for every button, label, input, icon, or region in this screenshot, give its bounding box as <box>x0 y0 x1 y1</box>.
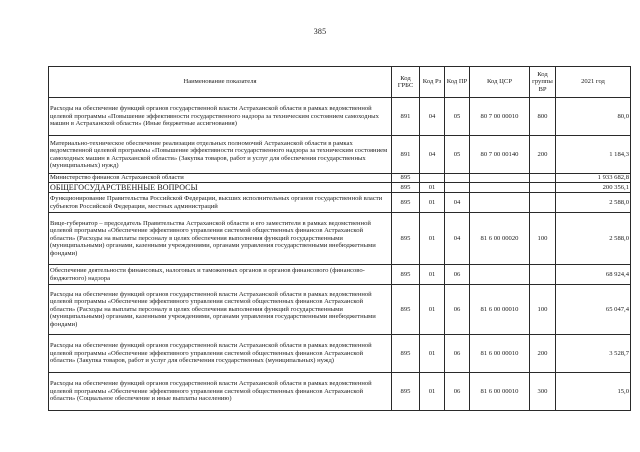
row-vr: 200 <box>530 335 556 373</box>
row-csr <box>470 174 530 183</box>
row-csr: 80 7 00 00140 <box>470 136 530 174</box>
header-grbs: Код ГРБС <box>392 67 420 98</box>
header-name: Наименование показателя <box>49 67 392 98</box>
row-amount: 2 588,0 <box>556 193 631 213</box>
row-vr: 800 <box>530 98 556 136</box>
row-pr: 05 <box>445 98 470 136</box>
budget-table <box>48 66 631 411</box>
row-vr <box>530 183 556 193</box>
row-amount: 65 047,4 <box>556 285 631 335</box>
row-csr: 80 7 00 00010 <box>470 98 530 136</box>
row-rz: 04 <box>420 136 445 174</box>
row-grbs: 895 <box>392 373 420 411</box>
row-grbs: 895 <box>392 193 420 213</box>
row-name: Расходы на обеспечение функций органов государственной власти Астраханской области в рамках ведомственной целевой программы «Обеспечение эффективного управления системой общественных финансов Астраханской области» (Расходы на выплаты персоналу в целях обеспечения выполнения функций государственными (муниципальными) органами, казенными учреждениями, органами управления государственными внебюджетными фондами) <box>49 285 392 335</box>
row-amount: 1 184,3 <box>556 136 631 174</box>
row-pr: 06 <box>445 265 470 285</box>
table-row <box>49 136 631 174</box>
row-pr: 04 <box>445 193 470 213</box>
row-pr: 04 <box>445 213 470 265</box>
row-rz: 01 <box>420 285 445 335</box>
row-grbs: 891 <box>392 98 420 136</box>
header-pr: Код ПР <box>445 67 470 98</box>
row-name: Расходы на обеспечение функций органов государственной власти Астраханской области в рамках ведомственной целевой программы «Обеспечение эффективного управления системой общественных финансов Астраханской области» (Социальное обеспечение и иные выплаты населению) <box>49 373 392 411</box>
row-rz: 04 <box>420 98 445 136</box>
header-csr: Код ЦСР <box>470 67 530 98</box>
row-grbs: 895 <box>392 183 420 193</box>
row-rz: 01 <box>420 213 445 265</box>
row-pr <box>445 183 470 193</box>
row-name: ОБЩЕГОСУДАРСТВЕННЫЕ ВОПРОСЫ <box>49 183 392 193</box>
table-header-row <box>49 67 631 98</box>
row-grbs: 895 <box>392 335 420 373</box>
row-vr: 200 <box>530 136 556 174</box>
row-rz: 01 <box>420 373 445 411</box>
row-name: Министерство финансов Астраханской области <box>49 174 392 183</box>
row-name: Расходы на обеспечение функций органов государственной власти Астраханской области в рамках ведомственной целевой программы «Повышение эффективности государственного надзора за техническим состоянием самоходных машин в Астраханской области» (Иные бюджетные ассигнования) <box>49 98 392 136</box>
row-amount: 80,0 <box>556 98 631 136</box>
row-rz: 01 <box>420 335 445 373</box>
row-amount: 68 924,4 <box>556 265 631 285</box>
table-row <box>49 98 631 136</box>
header-vr: Код группы ВР <box>530 67 556 98</box>
table-row <box>49 335 631 373</box>
row-amount: 2 588,0 <box>556 213 631 265</box>
header-year: 2021 год <box>556 67 631 98</box>
header-rz: Код Рз <box>420 67 445 98</box>
row-rz: 01 <box>420 265 445 285</box>
table-row <box>49 193 631 213</box>
row-name: Материально-техническое обеспечение реализации отдельных полномочий Астраханской области в рамках ведомственной целевой программы «Повышение эффективности государственного надзора за техническим состоянием самоходных машин в Астраханской области» (Закупка товаров, работ и услуг для обеспечения государственных (муниципальных) нужд) <box>49 136 392 174</box>
page-number: 385 <box>313 27 327 36</box>
row-csr: 81 6 00 00020 <box>470 213 530 265</box>
row-csr: 81 6 00 00010 <box>470 285 530 335</box>
row-grbs: 895 <box>392 265 420 285</box>
table-body <box>49 98 631 411</box>
row-vr <box>530 174 556 183</box>
row-rz: 01 <box>420 193 445 213</box>
row-vr: 300 <box>530 373 556 411</box>
row-rz: 01 <box>420 183 445 193</box>
table-row <box>49 174 631 183</box>
table-row-group <box>49 183 631 193</box>
table-row <box>49 213 631 265</box>
table-row <box>49 265 631 285</box>
row-amount: 15,0 <box>556 373 631 411</box>
row-name: Вице-губернатор – председатель Правительства Астраханской области и его заместители в рамках ведомственной целевой программы «Обеспечение эффективного управления системой общественных финансов Астраханской области» (Расходы на выплаты персоналу в целях обеспечения выполнения функций государственными (муниципальными) органами, казенными учреждениями, органами управления государственными внебюджетными фондами) <box>49 213 392 265</box>
row-csr <box>470 193 530 213</box>
row-grbs: 891 <box>392 136 420 174</box>
row-pr: 06 <box>445 285 470 335</box>
table-row <box>49 285 631 335</box>
row-vr <box>530 265 556 285</box>
row-pr: 06 <box>445 335 470 373</box>
row-amount: 1 933 682,8 <box>556 174 631 183</box>
row-grbs: 895 <box>392 174 420 183</box>
row-name: Расходы на обеспечение функций органов государственной власти Астраханской области в рамках ведомственной целевой программы «Обеспечение эффективного управления системой общественных финансов Астраханской области» (Закупка товаров, работ и услуг для обеспечения государственных (муниципальных) нужд) <box>49 335 392 373</box>
row-amount: 200 356,1 <box>556 183 631 193</box>
row-rz <box>420 174 445 183</box>
row-amount: 3 528,7 <box>556 335 631 373</box>
row-vr: 100 <box>530 213 556 265</box>
table-row <box>49 373 631 411</box>
row-vr <box>530 193 556 213</box>
row-csr: 81 6 00 00010 <box>470 373 530 411</box>
row-grbs: 895 <box>392 285 420 335</box>
row-csr <box>470 183 530 193</box>
row-name: Обеспечение деятельности финансовых, налоговых и таможенных органов и органов финансового (финансово-бюджетного) надзора <box>49 265 392 285</box>
row-csr: 81 6 00 00010 <box>470 335 530 373</box>
row-pr: 05 <box>445 136 470 174</box>
row-pr <box>445 174 470 183</box>
row-grbs: 895 <box>392 213 420 265</box>
row-pr: 06 <box>445 373 470 411</box>
row-name: Функционирование Правительства Российской Федерации, высших исполнительных органов государственной власти субъектов Российской Федерации, местных администраций <box>49 193 392 213</box>
row-vr: 100 <box>530 285 556 335</box>
row-csr <box>470 265 530 285</box>
